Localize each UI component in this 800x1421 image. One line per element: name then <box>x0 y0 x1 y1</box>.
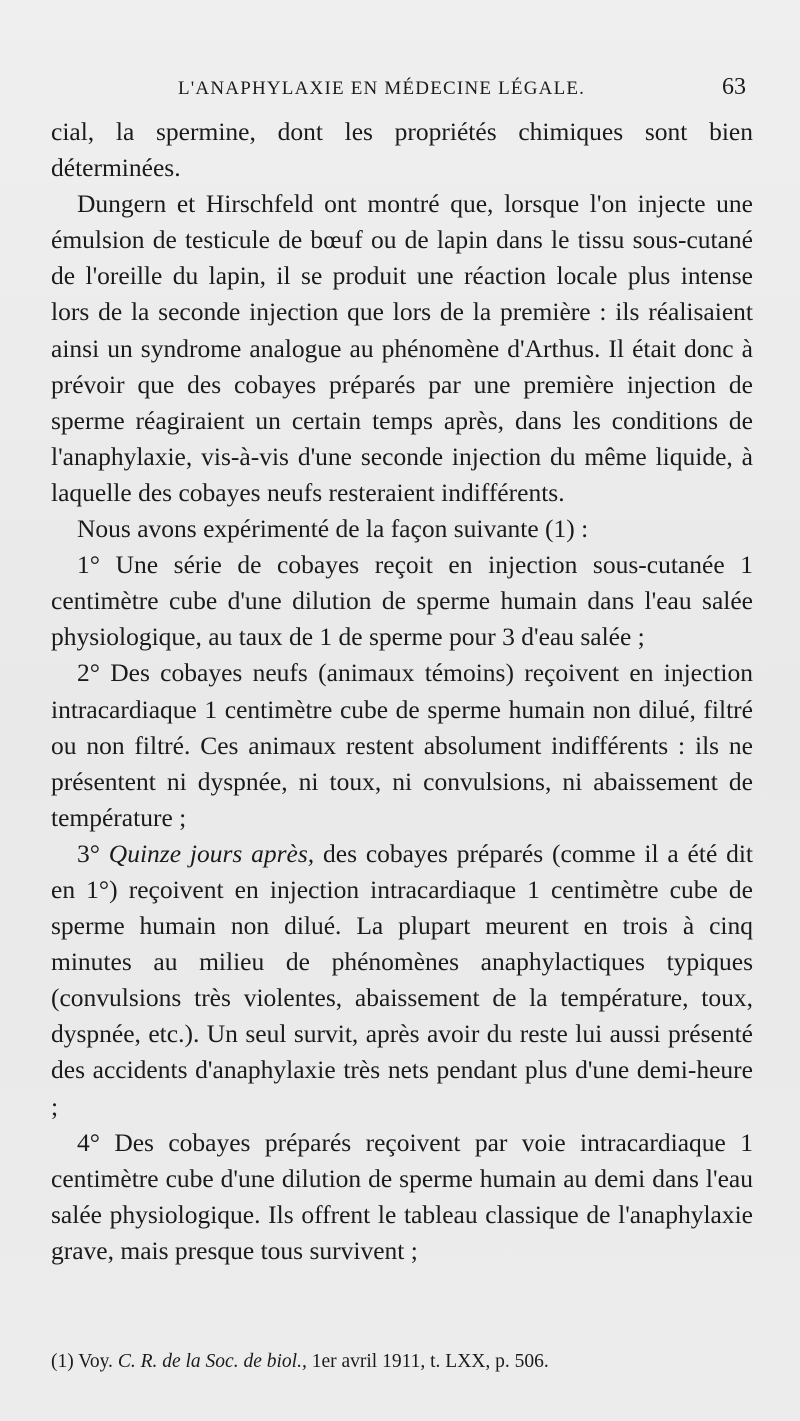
footnote-rest: 1er avril 1911, t. LXX, p. 506. <box>306 1351 549 1372</box>
footnote-lead: (1) Voy. <box>51 1351 118 1372</box>
page-number: 63 <box>722 74 746 100</box>
paragraph-4: 1° Une série de cobayes reçoit en injection sous-cutanée 1 centimètre cube d'une dilution de sperme humain dans l'eau salée physiologique, au taux de 1 de sperme pour 3 d'eau salée ; <box>51 550 753 652</box>
paragraph-6-italic: Quinze jours après, <box>108 838 315 868</box>
paragraph-2: Dungern et Hirschfeld ont montré que, lorsque l'on injecte une émulsion de testicule de bœuf ou de lapin dans le tissu sous-cutané de l'oreille du lapin, il se produit une réaction locale plus intense lors de la seconde injection que lors de la première : ils réalisaient ainsi un syndrome analogue au phénomène d'Arthus. Il était donc à prévoir que des cobayes préparés par une première injection de sperme réagiraient un certain temps après, dans les conditions de l'anaphylaxie, vis-à-vis d'une seconde injection du même liquide, à laquelle des cobayes neufs resteraient indifférents. <box>51 189 753 507</box>
body-text <box>51 114 753 1269</box>
paragraph-1: cial, la spermine, dont les propriétés chimiques sont bien déterminées. <box>51 117 753 183</box>
paragraph-6 <box>51 836 753 1125</box>
paragraph-3: Nous avons expérimenté de la façon suivante (1) : <box>77 514 589 544</box>
paragraph-7: 4° Des cobayes préparés reçoivent par voie intracardiaque 1 centimètre cube d'une dilution de sperme humain au demi dans l'eau salée physiologique. Ils offrent le tableau classique de l'anaphylaxie grave, mais presque tous survivent ; <box>51 1127 753 1265</box>
page-header <box>0 72 800 106</box>
running-head: L'ANAPHYLAXIE EN MÉDECINE LÉGALE. <box>178 78 586 99</box>
paragraph-6-rest: des cobayes préparés (comme il a été dit en 1°) reçoivent en injection intracardiaque 1 centimètre cube de sperme humain non dilué. La plupart meurent en trois à cinq minutes au milieu de phénomènes anaphylactiques typiques (convulsions très violentes, abaissement de la température, toux, dyspnée, etc.). Un seul survit, après avoir du reste lui aussi présenté des accidents d'anaphylaxie très nets pendant plus d'une demi-heure ; <box>51 838 754 1121</box>
footnote-source: C. R. de la Soc. de biol., <box>117 1351 307 1372</box>
paragraph-6-lead: 3° <box>77 838 109 868</box>
footnote <box>51 1348 753 1376</box>
paragraph-5: 2° Des cobayes neufs (animaux témoins) reçoivent en injection intracardiaque 1 centimètre cube de sperme humain non dilué, filtré ou non filtré. Ces animaux restent absolument indifférents : ils ne présentent ni dyspnée, ni toux, ni convulsions, ni abaissement de température ; <box>51 658 753 832</box>
